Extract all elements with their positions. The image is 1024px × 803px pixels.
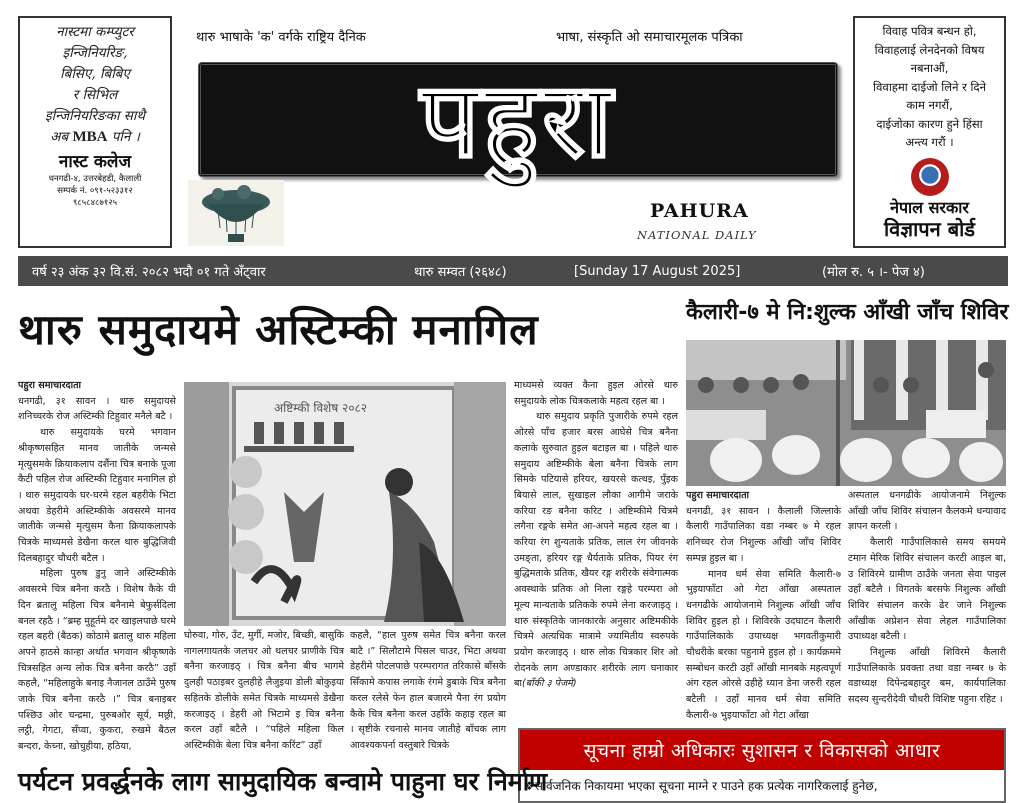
main-story-column-1 — [18, 378, 176, 755]
dowry-awareness-ad[interactable] — [853, 16, 1006, 248]
main-story-column-3 — [514, 378, 678, 692]
bottom-headline[interactable]: पर्यटन प्रवर्द्धनके लाग सामुदायिक बन्वामे पाहुना घर निर्माण — [18, 767, 548, 796]
masthead-title-en: PAHURA — [650, 200, 749, 222]
paragraph: धनगढी, ३१ सावन । कैलाली जिल्लाके कैलारी गाउँपालिका वडा नम्बर ७ मे रहल शनिच्चर रोज निशुल्क आँखी जाँच शिविर सम्पन्न हुइल बा । — [686, 505, 841, 564]
issue-info: वर्ष २३ अंक ३२ वि.सं. २०८२ भदौ ०१ गते अँट्वार — [32, 265, 266, 280]
ad-line: विवाह पवित्र बन्धन हो, — [882, 24, 977, 38]
paragraph: मानव धर्म सेवा समिति कैलारी-७ भुइयाफाँटा ओ गेटा आँखा अस्पताल धनगढीके आयोजनामे निशुल्क आँखी जाँच शिविर हुइल हो । शिविरके उदघाटन कैलारी गाउँपालिकाके उपाध्यक्ष भगवतीकुमारी चौधरीके बरका पहुनामे हुइल हो । कार्यक्रममे सम्बोधन करटी उहाँ आँखी मानबके महत्वपूर्ण अंग रहल ओरसे उहीहे ध्यान डेना जरुरी रहल बटैली । उहाँ मानव धर्म सेवा समिति कैलारी-७ भुइयाफाँटा ओ गेटा आँखा — [686, 568, 841, 721]
college-phone: सम्पर्क नं. ०९१-५२३३१२ — [57, 186, 133, 196]
continued-link[interactable]: (बाँकी ३ पेजमे) — [521, 678, 577, 690]
ad-mba-prefix: अब — [50, 129, 69, 145]
tagline-left: थारु भाषाके 'क' वर्गके राष्ट्रिय दैनिक — [196, 30, 366, 45]
main-story-column-2b — [350, 628, 506, 754]
basket-logo-icon — [188, 180, 284, 246]
nepal-emblem-icon — [911, 158, 949, 196]
ad-line: इन्जिनियरिङ, — [62, 45, 128, 61]
eye-camp-photo[interactable] — [686, 340, 1006, 486]
ad-mba-suffix: पनि । — [111, 129, 140, 145]
masthead-logo[interactable] — [198, 57, 838, 181]
main-story-column-2a — [184, 628, 344, 754]
paragraph: थारु समुदायके घरमे भगवान श्रीकृष्णसहित मानव जातीके जन्मसे मृत्युसमके क्रियाकलाप दर्शैना चित्र बनाके पूजा कैटी पहिल रोज अस्टिम्की टिहुवार मनागिल हो । थारु समुदायके घर-घरमे रहल बहरीके भिटा अथवा डेहरीमे अस्टिम्कीके अवसरमे मानव जातीके जन्मसे मृत्युसम कैना क्रियाकलापके चित्रके माध्यमसे डेखैना करल थारु बुद्धिजिवी दिलबहादुर चौधरी बटैल । — [18, 427, 176, 564]
ad-line: काम नगरौं, — [906, 98, 953, 112]
paragraph: निशुल्क आँखी शिविरमे कैलारी गाउँपालिकाके प्रवक्ता तथा वडा नम्बर ७ के वडाध्यक्ष दिपेन्द्रबहादुर बम, कार्यपालिका सदस्य सुन्दरीदेवी चौधरी विशिष्ट पहुना रहिट । — [848, 647, 1006, 706]
ad-board-label: विज्ञापन बोर्ड — [883, 216, 976, 241]
paragraph: कैलारी गाउँपालिकासे समय समयमे टमान मेरिक शिविर संचालन करटी आइल बा, उ शिविरमे ग्रामीण ठाउँके जनता सेवा पाइल उहाँ बटैलै । विगतके बरसफे निशुल्क आँखी शिविर संचालन करके ढेर जाने निशुल्क आँखीक अप्रेशन सेवा लेहल गाउँपालिका उपाध्यक्ष बटैली । — [848, 537, 1006, 643]
government-label: नेपाल सरकार — [890, 197, 969, 217]
college-name: नास्ट कलेज — [58, 152, 132, 172]
paragraph: अस्पताल धनगढीके आयोजनामे निशुल्क आँखी जाँच शिविर संचालन कैलकमे धन्यावाद ज्ञापन करली । — [848, 490, 1006, 533]
right-to-information-notice[interactable] — [518, 728, 1006, 803]
masthead-title: पहुरा — [420, 57, 616, 181]
ad-mba: MBA — [72, 129, 108, 145]
paragraph-text: थारु समुदाय प्रकृति पुजारीके रुपमे रहल ओरसे पाँच हजार बरस आघेसे चित्र बनैना कलाके सुरुवात हुइल बटाइल बा । पहिले थारु समुदाय अष्टिम्कीके बेला बनैना चित्रके लाग सिमके पटियासे हरियर, खयरसे कत्थइ, पुँइक बियासे लाल, सुखाइल लौका आगीमे जराके करिया रङ बनैना करिट । अष्टिम्कीमे चित्रमे लगैना रङ्गके समेत आ-अपने महत्व रहल बा । करिया रंग शुन्यताके प्रतिक, लाल रंग जीवनके उमङ्ता, हरियर रङ्ग धैर्यताके प्रतिक, पियर रंग बुद्धिमताके प्रतिक, खैयर रङ्ग शरीरके संवेगात्मक अवस्थाके प्रतिक ओ निला रङ्गहे परम्परा ओ मूल्य मान्यताके प्रतिकके रुपमे लेना करजाइठ् । थारु संस्कृतिके जानकारके अनुसार अष्टिमकीके चित्रमे अत्यधिक मात्रामे ज्यामितीय स्वरुपके प्रयोग करजाइठ् । थारु लोक चित्रकार शिर ओ रोदनके लाग अण्डाकार शरीरके लाग घनाकार बा — [514, 411, 678, 690]
price-page: (मोल रु. ५ ।- पेज ४) — [822, 265, 925, 280]
side-headline[interactable]: कैलारी-७ मे नि:शुल्क आँखी जाँच शिविर — [686, 300, 1009, 325]
tagline-right: भाषा, संस्कृति ओ समाचारमूलक पत्रिका — [556, 30, 743, 45]
svg-text:अष्टिम्की विशेष २०८२: अष्टिम्की विशेष २०८२ — [274, 401, 368, 415]
college-address: धनगढी-४, उत्तरबेहडी, कैलाली — [48, 174, 142, 184]
paragraph — [514, 409, 678, 692]
college-mobile: ९८५८४८७१२५ — [72, 198, 118, 208]
side-story-column-2 — [848, 488, 1006, 708]
notice-title: सूचना हाम्रो अधिकारः सुशासन र विकासको आधार — [520, 730, 1004, 770]
ad-line: इन्जिनियरिङका साथै — [44, 108, 145, 124]
dateline-bar — [18, 256, 1008, 286]
main-headline[interactable]: थारु समुदायमे अस्टिम्की मनागिल — [18, 305, 539, 354]
ad-line: अन्त्य गरौं । — [905, 135, 954, 149]
ad-line: र सिभिल — [72, 87, 118, 103]
paragraph: घोरुवा, गोरु, उँट, मुर्गी, मजोर, बिच्छी, बासुकि नागलगायतके जलचर ओ थलचर प्राणीके चित्र बनैना करजाइठ् । चित्र बनैना बीच भागमे दुलही पठाइबर दुलहीहे लैजुइया डोली बोकुइया सहितके डोलीके समेत चित्रके माध्यमसे डेखैना करजाइठ् । डेहरी ओ भिटामे इ चित्र बनैना करल उहाँ बटैलै । “पहिले महिला किल अस्टिम्कीके बेला चित्र बनैना करिंट” उहाँ — [184, 630, 344, 751]
ad-line: नबनाऔं, — [910, 61, 949, 75]
main-byline: पहुरा समाचारदाता — [18, 380, 82, 391]
paragraph: धनगढी, ३१ सावन । थारु समुदायसे शनिच्चरके रोज अस्टिम्की टिहुवार मनैले बटै । — [18, 395, 176, 423]
side-story-column-1 — [686, 488, 841, 724]
nast-college-ad[interactable] — [18, 16, 172, 248]
paragraph: महिला पुरुष डुनु जाने अस्टिम्कीके अवसरमे चित्र बनैना करठै । विशेष कैके यी दिन ब्रतालु महिला चित्र बनैनामे बेफुर्सदिला बनल रहठै । “ब्रम्ह मुहूर्तमे दर खाइलपाछे घरमे रहल बहरी (बैठक) कोठामे ब्रतालु थारु महिला अपने हाठसे कान्हा अर्थात भगवान श्रीकृष्णके चित्रसहित अन्य लोक चित्र बनैना करठै” उहाँ कहलै, “महिलाहुके बनाइ नैजानल ठाउँमे पुरुष जाके चित्र बनैना करठै ।” चित्र बनाइबर पश्छिउ ओर चन्द्रमा, पुरुबओर सूर्य, मछ्री, लट्ठी, गेगटा, सँप्वा, कुकरा, रुखमे बैठल बन्दरा, केच्ना, खोचुहीया, हठिया, — [18, 568, 176, 753]
ad-line: दाईजोका कारण हुने हिंसा — [876, 116, 983, 131]
tharu-era: थारु सम्वत (२६४८) — [414, 265, 507, 280]
paragraph: कहलै, “हाल पुरुष समेत चित्र बनैना करल बाटै ।” सिलौटामे पिसल चाउर, भिटा अथवा डेहरीमे पोटलपाछे परम्परागत तरिकासे बाँसके सिँकामे कपास लगाके रंगमे डुबाके चित्र बनैना करल रलेसे फेन हाल बजारमे पैना रंग प्रयोग कैके चित्र बनैना करल उहाँके कहाइ रहल बा । सृष्टीके रचनासे मानव जातीहे बाँचक लाग आवश्यकपर्ना वस्तुबारे चित्रके — [350, 630, 506, 751]
notice-text: ❖सार्वजनिक निकायमा भएका सूचना माग्ने र पाउने हक प्रत्येक नागरिकलाई हुनेछ, — [524, 779, 878, 793]
english-date: [Sunday 17 August 2025] — [574, 263, 741, 279]
paragraph: माध्यमसे व्यक्त कैना हुइल ओरसे थारु समुदायके लोक चित्रकलाके महत्व रहल बा । — [514, 380, 678, 407]
ad-line: बिसिए, बिबिए — [60, 66, 130, 82]
ad-line: विवाहमा दाईजो लिने र दिने — [873, 79, 986, 94]
ad-mba-line — [23, 127, 167, 148]
ashtimki-painting-photo[interactable] — [184, 382, 506, 626]
masthead-subtitle-en: NATIONAL DAILY — [637, 228, 757, 242]
side-byline: पहुरा समाचारदाता — [686, 490, 750, 501]
ad-line: नास्टमा कम्प्युटर — [56, 24, 134, 40]
ad-line: विवाहलाई लेनदेनको विषय — [874, 42, 985, 57]
